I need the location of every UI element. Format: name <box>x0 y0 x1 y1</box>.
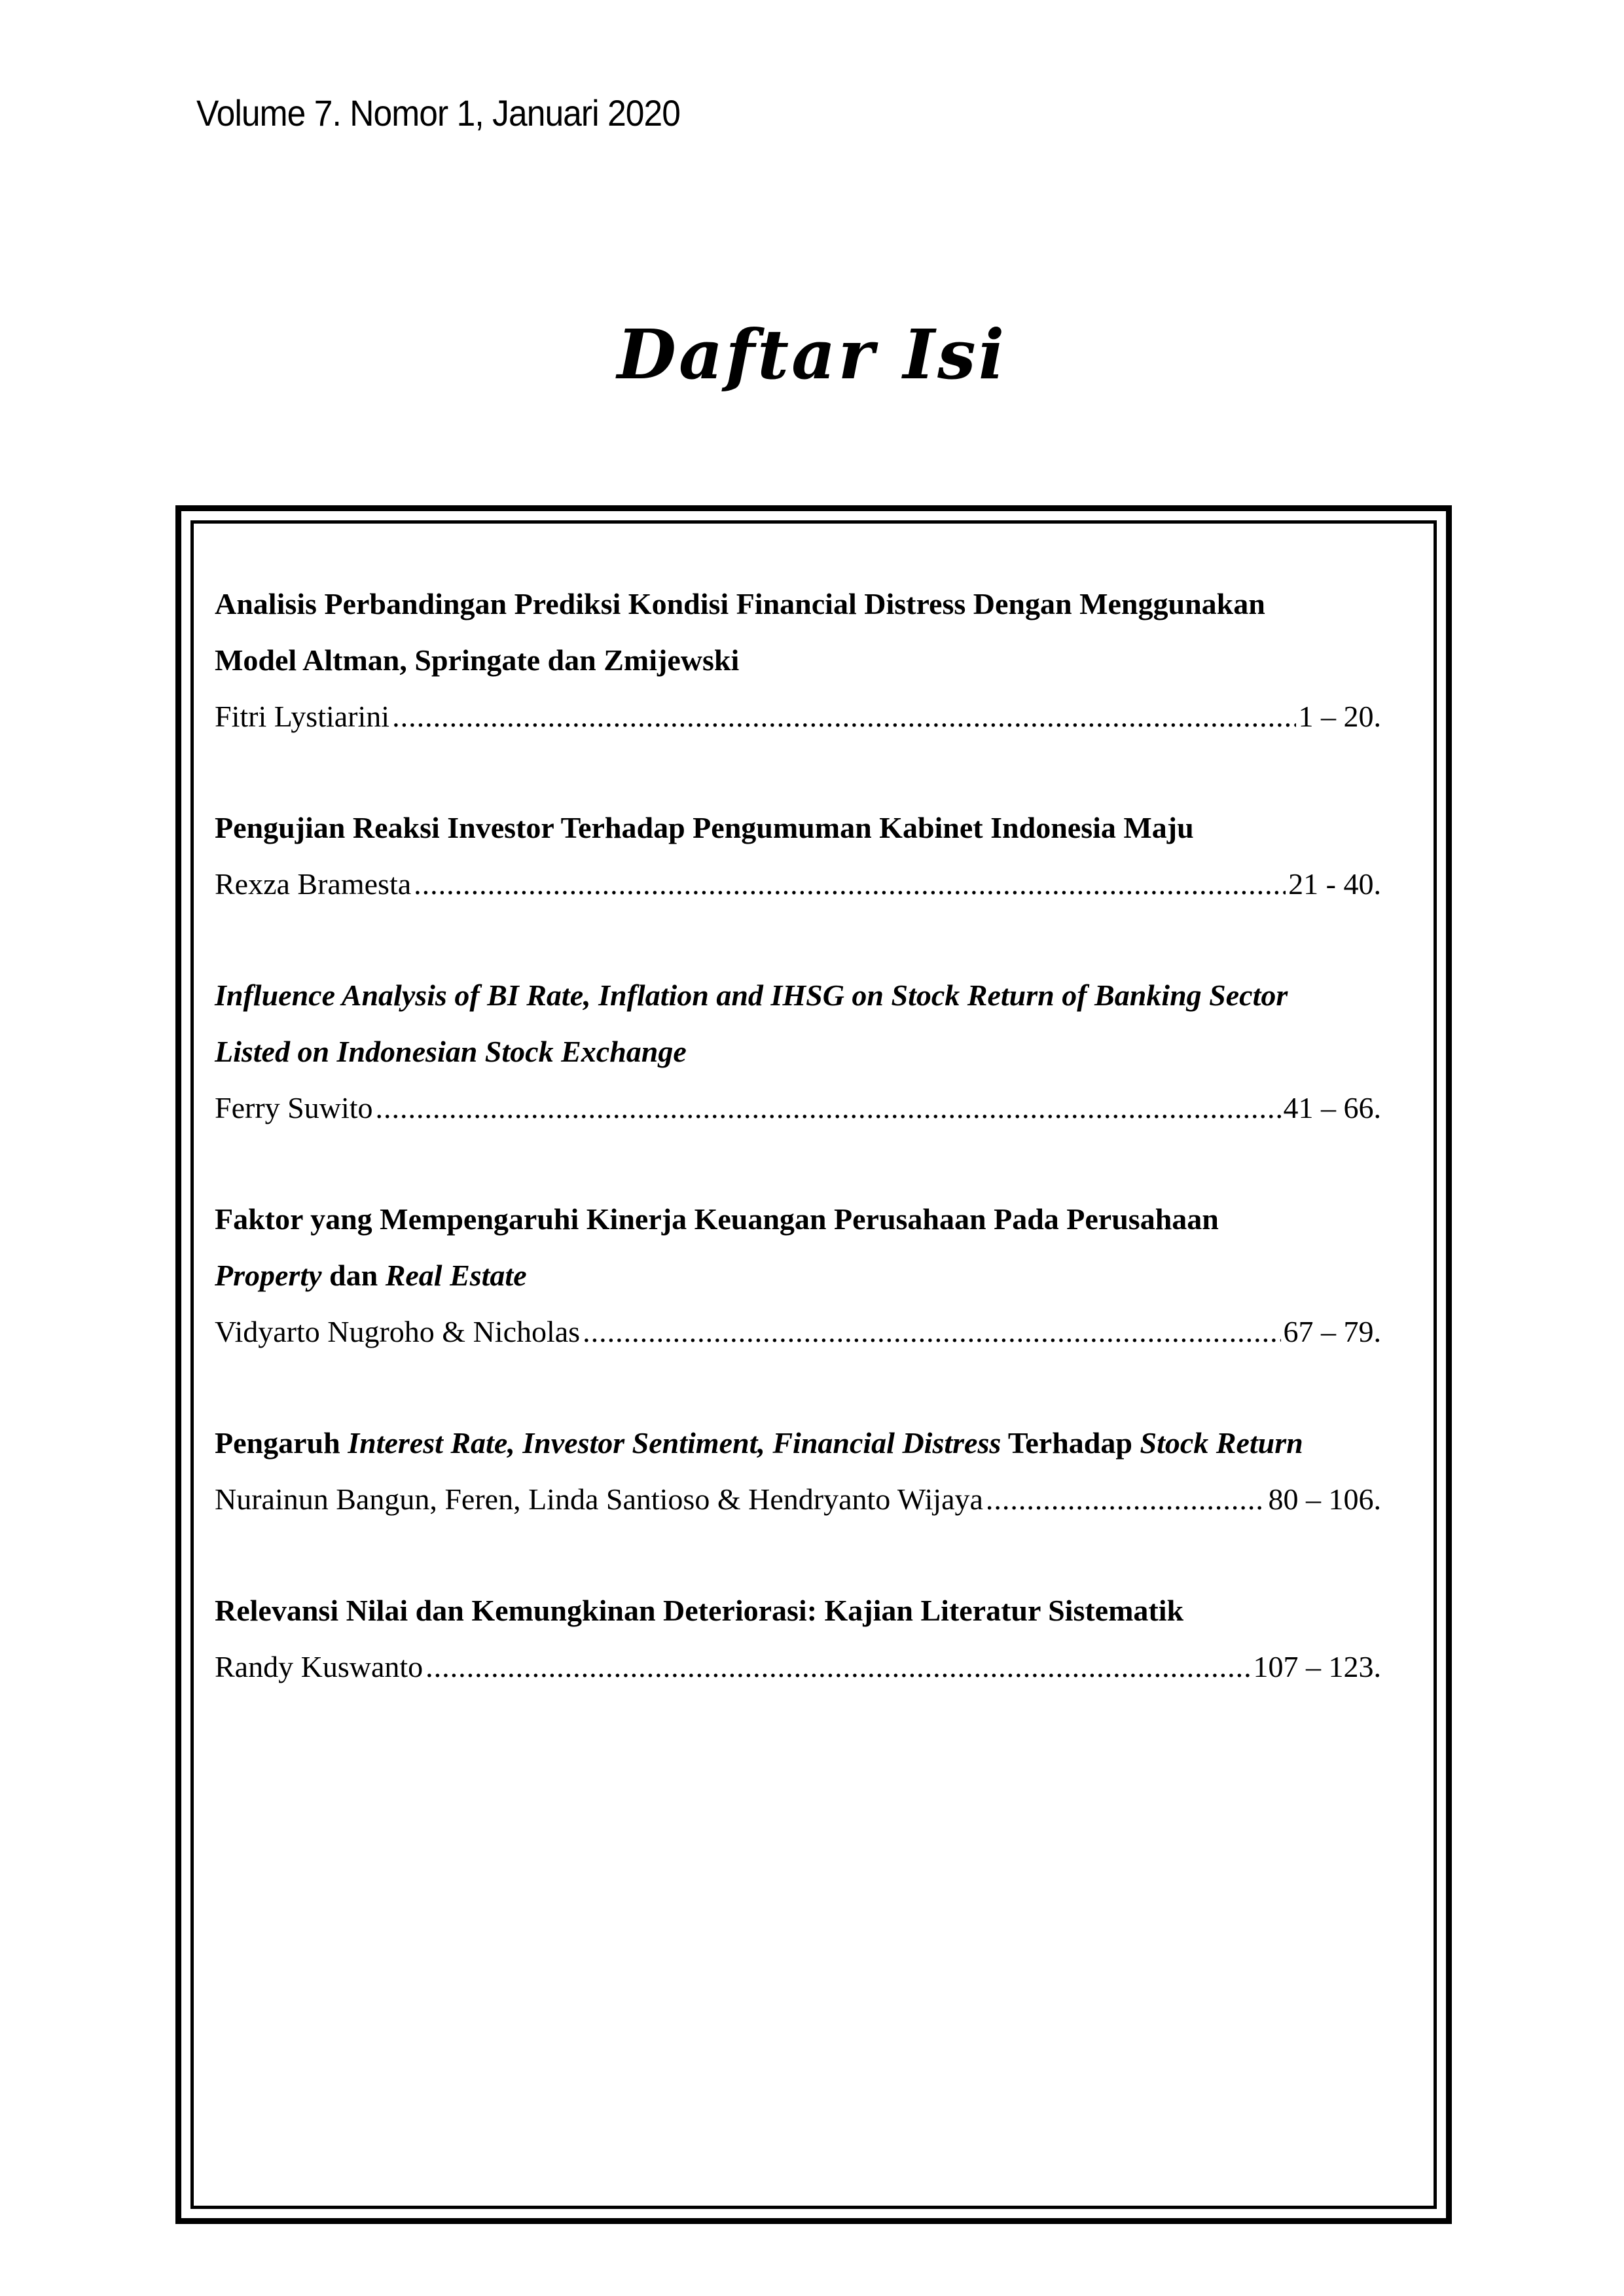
toc-entry <box>215 1583 1416 1695</box>
dot-leader <box>583 1304 1280 1360</box>
entry-author-line <box>215 856 1381 912</box>
page-title: Daftar Isi <box>617 314 1007 395</box>
toc-entry <box>215 967 1416 1136</box>
entry-title: Pengaruh Interest Rate, Investor Sentiment, Financial Distress Terhadap Stock Return <box>215 1426 1303 1460</box>
entry-title: Faktor yang Mempengaruhi Kinerja Keuangan Perusahaan Pada Perusahaan Property dan Real Estate <box>215 1202 1219 1292</box>
entry-title: Relevansi Nilai dan Kemungkinan Deteriorasi: Kajian Literatur Sistematik <box>215 1594 1184 1627</box>
entry-title: Analisis Perbandingan Prediksi Kondisi Financial Distress Dengan Menggunakan Model Altman, Springate dan Zmijewski <box>215 587 1265 677</box>
toc-entry <box>215 1191 1416 1360</box>
entry-author-line <box>215 1471 1381 1528</box>
entry-title: Pengujian Reaksi Investor Terhadap Pengumuman Kabinet Indonesia Maju <box>215 811 1194 844</box>
entry-author: Vidyarto Nugroho & Nicholas <box>215 1315 581 1348</box>
entry-author-line <box>215 1080 1381 1136</box>
entry-author: Randy Kuswanto <box>215 1650 424 1683</box>
entry-author: Nurainun Bangun, Feren, Linda Santioso & Hendryanto Wijaya <box>215 1482 983 1516</box>
dot-leader <box>425 1639 1250 1695</box>
entry-author: Ferry Suwito <box>215 1091 373 1124</box>
journal-volume-header: Volume 7. Nomor 1, Januari 2020 <box>196 92 681 134</box>
entry-author: Fitri Lystiarini <box>215 700 390 733</box>
entry-author-line <box>215 1639 1381 1695</box>
entry-title: Influence Analysis of BI Rate, Inflation and IHSG on Stock Return of Banking Sector Listed on Indonesian Stock Exchange <box>215 978 1288 1068</box>
dot-leader <box>414 856 1286 912</box>
entry-author-line <box>215 1304 1381 1360</box>
entry-pages: 41 – 66. <box>1283 1091 1381 1124</box>
entry-pages: 67 – 79. <box>1283 1315 1381 1348</box>
entry-author-line <box>215 689 1381 745</box>
toc-entry <box>215 576 1416 745</box>
dot-leader <box>376 1080 1281 1136</box>
dot-leader <box>986 1471 1266 1528</box>
entry-pages: 107 – 123. <box>1253 1650 1381 1683</box>
entry-author: Rexza Bramesta <box>215 867 412 901</box>
entry-pages: 80 – 106. <box>1268 1482 1381 1516</box>
toc-entry <box>215 800 1416 912</box>
entry-pages: 1 – 20. <box>1298 700 1381 733</box>
dot-leader <box>392 689 1295 745</box>
toc-entry <box>215 1415 1416 1528</box>
entry-pages: 21 - 40. <box>1288 867 1381 901</box>
table-of-contents <box>215 576 1416 1750</box>
